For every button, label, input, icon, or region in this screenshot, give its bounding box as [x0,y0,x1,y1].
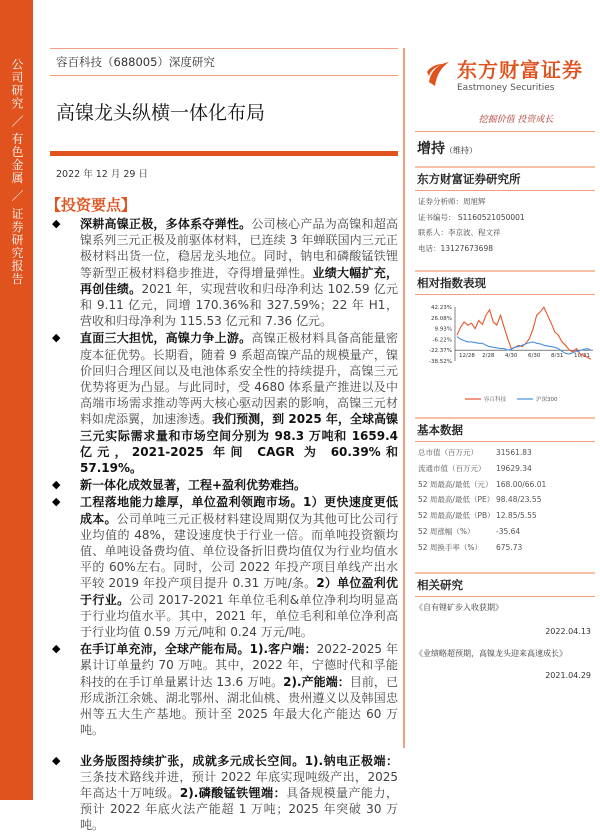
related-report-link[interactable]: 《自有锂矿步入收获期》 [415,602,503,612]
table-row: 52 周最高/最低（元） 168.00/66.01 [418,479,547,489]
bullet-item: ◆ 深耕高镍正极，多体系夺弹性。公司核心产品为高镍和超高镍系列三元正极及前驱体材料，已连续 3 年蝉联国内三元正极材料出货一位，稳居龙头地位。同时，钠电和磷酸锰铁锂等新型正极材料稳步推进，夺得增量弹性。业绩大幅扩充，再创佳绩。2021 年，实现营收和归母净利达 102.59 亿元和 9.11 亿元，同增 170.36%和 327.59%；22 年 H1，营收和归母净利为 115.53 亿元和 7.36 亿元。 [50,216,398,329]
report-subtitle: 容百科技（688005）深度研究 [56,55,215,69]
y-tick-label: 42.23% [431,305,452,311]
table-row: 52 周涨幅（%） -35.64 [418,526,521,536]
related-report-date: 2021.04.29 [545,670,591,680]
slogan: 挖掘价值 投资成长 [478,115,554,125]
right-column [415,48,595,683]
sidebar-category-text: 公司研究 ／ 有色金属 ／ 证券研究报告 [10,58,24,286]
report-title: 高镍龙头纵横一体化布局 [56,102,266,124]
sidebar [0,0,33,800]
related-report-date: 2022.04.13 [545,626,591,636]
bullet-item: ◆ 工程落地能力雄厚，单位盈利领跑市场。1）更快速度更低成本。公司单吨三元正极材料建设周期仅为其他可比公司行业均值的 48%，建设速度快于行业一倍。而单吨投资额均值、单吨设备费均值、单位设备折旧费均值仅为行业均值水平的 60%左右。同时，公司 2022 年投产项目单线产出水平较 2019 年投产项目提升 0.31 万吨/条。2）单位盈利优于行业。公司 2017-2021 年单位毛利&单位净利均明显高于行业均值水平。其中，2021 年，单位毛利和单位净利高于行业均值 0.59 万元/吨和 0.24 万元/吨。 [50,494,398,640]
rating: 增持（维持） [417,141,477,157]
x-tick-label: 4/30 [505,353,518,360]
x-tick-label: 2/28 [482,353,495,360]
section-title: 【投资要点】 [46,196,137,214]
relative-performance-chart [415,295,595,407]
x-tick-label: 12/28 [459,353,475,360]
y-tick-label: 26.08% [431,315,452,322]
bullet-item: ◆ 业务版图持续扩张，成就多元成长空间。1).钠电正极端：三条技术路线并进，预计 2022 年底实现吨级产出，2025 年高达十万吨级。2).磷酸锰铁锂端：具备规模量产能力，预计 2022 年底火法产能超 1 万吨；2025 年突破 30 万吨。 [50,753,398,834]
bullet-item: ◆ 在手订单充沛，全球产能布局。1).客户端：2022-2025 年累计订单量约 70 万吨。其中，2022 年，宁德时代和孚能科技的在手订单量累计达 13.6 万吨。2).产能端：目前，已形成浙江余姚、湖北鄂州、湖北仙桃、贵州遵义以及韩国忠州等五大生产基地。预计至 2025 年最大化产能达 60 万吨。 [50,641,398,738]
logo-icon [425,58,451,88]
basic-data-heading: 基本数据 [415,419,595,442]
column-divider [403,48,405,748]
table-row: 流通市值（百万元） 19629.34 [418,463,532,473]
report-date: 2022 年 12 月 29 日 [56,169,148,180]
table-row: 52 周最高/最低（PB） 12.85/5.55 [418,511,537,521]
x-tick-label: 6/30 [528,353,541,360]
table-row: 52 周换手率（%） 675.73 [418,542,523,552]
y-tick-label: 9.93% [434,326,452,333]
y-tick-label: -22.37% [429,348,452,355]
basic-data-table [415,442,595,556]
cert-number: 证书编号： S1160521050001 [418,212,525,222]
brand-logo: 东方财富证券 Eastmoney Securities [415,48,595,98]
institute-heading: 东方财富证券研究所 [415,168,595,191]
y-tick-label: -38.52% [429,359,452,365]
x-tick-label: 10/31 [574,353,590,360]
legend-label: 容百科技 [484,397,507,403]
bullet-item: ◆ 新一体化成效显著，工程+盈利优势难挡。 [50,477,398,493]
performance-heading: 相对指数表现 [415,272,595,295]
analyst: 证券分析师：周旭辉 [418,197,486,206]
y-tick-label: -6.22% [432,337,452,344]
table-row: 52 周最高/最低（PE） 98.48/23.55 [418,495,542,505]
main-column [46,48,398,834]
x-tick-label: 8/31 [551,353,564,360]
contact: 联系人：李京波、程文祥 [418,228,501,237]
related-research-heading: 相关研究 [415,574,595,597]
phone: 电话：13127673698 [418,243,493,253]
table-row: 总市值（百万元） 31561.83 [418,448,532,457]
related-report-link[interactable]: 《业绩略超预期，高镍龙头迎来高速成长》 [415,648,567,658]
bullet-item: ◆ 直面三大担忧，高镍力争上游。高镍正极材料具备高能量密度本征优势。长期看，随着 9 系超高镍产品的规模量产，镍价回归合理区间以及电池体系安全性的持续提升，高镍三元优势将更为凸显。与此同时，受 4680 体系量产推进以及中高端市场需求推动等两大核心驱动因素的影响，高镍三元材料如虎添翼，加速渗透。我们预测，到 2025 年，全球高镍三元实际需求量和市场空间分别为 98.3 万吨和 1659.4 亿元，2021-2025 年间 CAGR 为 60.39%和 57.19%。 [50,330,398,476]
legend-label: 沪深300 [536,397,558,403]
series-line [457,307,591,359]
